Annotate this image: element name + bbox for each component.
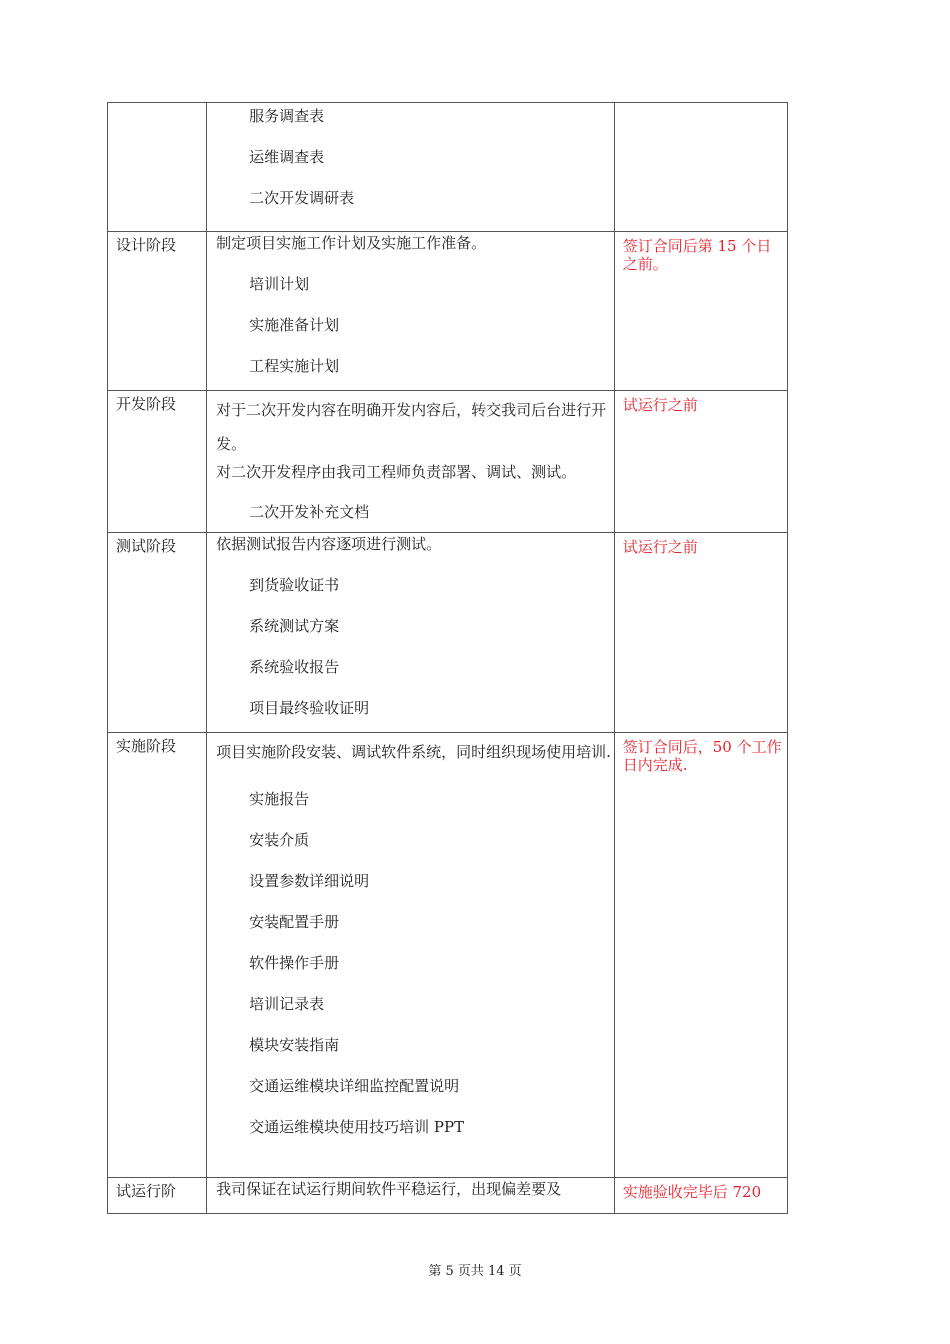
phase-cell: 试运行阶: [108, 1178, 207, 1214]
deliverable-item: 交通运维模块使用技巧培训 PPT: [249, 1118, 465, 1136]
table-row: [108, 391, 788, 533]
deliverable-item: 项目最终验收证明: [249, 699, 370, 717]
description-cell: [207, 533, 615, 733]
deliverable-item: 交通运维模块详细监控配置说明: [249, 1077, 460, 1095]
table-row: [108, 733, 788, 1178]
timing-cell: [614, 103, 787, 232]
deliverable-item: 二次开发调研表: [249, 189, 355, 207]
deliverable-item: 二次开发补充文档: [249, 503, 370, 521]
implementation-schedule-table: [107, 102, 788, 1214]
description-text: 对二次开发程序由我司工程师负责部署、调试、测试。: [216, 463, 577, 481]
deliverable-item: 到货验收证书: [249, 576, 340, 594]
deliverable-item: 系统验收报告: [249, 658, 340, 676]
deliverable-item: 模块安装指南: [249, 1036, 340, 1054]
deliverable-item: 安装配置手册: [249, 913, 340, 931]
timing-cell: 实施验收完毕后 720: [614, 1178, 787, 1214]
deliverable-item: 培训计划: [249, 275, 310, 293]
description-cell: [207, 232, 615, 391]
table-body: [108, 103, 788, 1214]
description-text: 制定项目实施工作计划及实施工作准备。: [216, 234, 487, 252]
deliverable-item: 实施报告: [249, 790, 310, 808]
description-cell: [207, 1178, 615, 1214]
description-text: 依据测试报告内容逐项进行测试。: [216, 535, 442, 553]
table-row: [108, 103, 788, 232]
description-cell: [207, 103, 615, 232]
deliverable-item: 实施准备计划: [249, 316, 340, 334]
timing-cell: 试运行之前: [614, 391, 787, 533]
phase-cell: 测试阶段: [108, 533, 207, 733]
phase-cell: 实施阶段: [108, 733, 207, 1178]
phase-cell: 开发阶段: [108, 391, 207, 533]
deliverable-item: 运维调查表: [249, 148, 325, 166]
description-cell: [207, 391, 615, 533]
table-row: [108, 1178, 788, 1214]
deliverable-item: 设置参数详细说明: [249, 872, 370, 890]
phase-cell: [108, 103, 207, 232]
deliverable-item: 服务调查表: [249, 107, 325, 125]
description-cell: [207, 733, 615, 1178]
deliverable-item: 系统测试方案: [249, 617, 340, 635]
description-text: 我司保证在试运行期间软件平稳运行，出现偏差要及: [216, 1180, 562, 1198]
deliverable-item: 软件操作手册: [249, 954, 340, 972]
deliverable-item: 工程实施计划: [249, 357, 340, 375]
timing-cell: 试运行之前: [614, 533, 787, 733]
phase-cell: 设计阶段: [108, 232, 207, 391]
page-footer: 第 5 页共 14 页: [428, 1264, 522, 1279]
deliverable-item: 培训记录表: [249, 995, 325, 1013]
table-row: [108, 533, 788, 733]
deliverable-item: 安装介质: [249, 831, 310, 849]
table-row: [108, 232, 788, 391]
description-text: 对于二次开发内容在明确开发内容后，转交我司后台进行开发。: [216, 401, 607, 453]
description-text: 项目实施阶段安装、调试软件系统，同时组织现场使用培训.: [216, 743, 611, 761]
timing-cell: 签订合同后，50 个工作日内完成.: [614, 733, 787, 1178]
timing-cell: 签订合同后第 15 个日之前。: [614, 232, 787, 391]
